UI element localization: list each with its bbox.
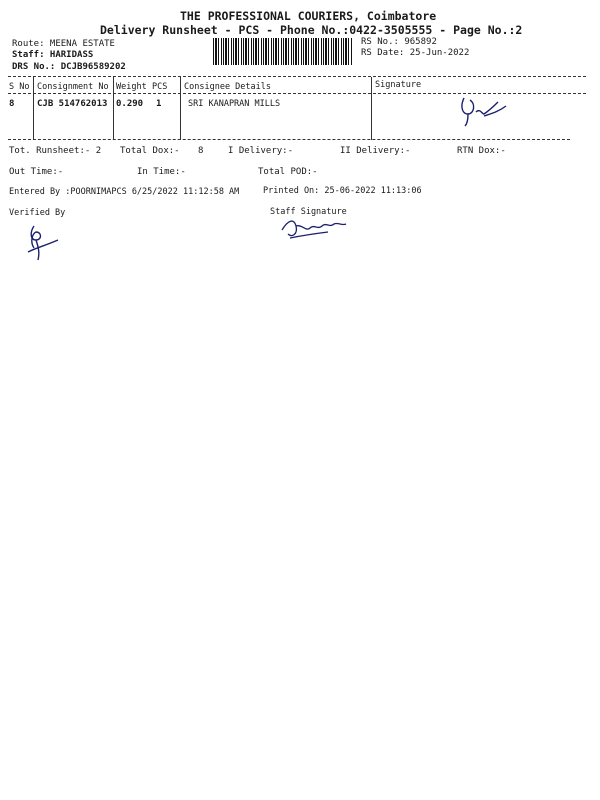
total-dox-label: Total Dox:- <box>120 146 180 156</box>
col-header-sno: S No <box>9 82 30 92</box>
entered-by: Entered By :POORNIMAPCS 6/25/2022 11:12:58 AM <box>9 187 240 197</box>
table-bottom-rule <box>8 139 570 140</box>
staff-signature <box>278 212 353 244</box>
total-pod: Total POD:- <box>258 167 318 177</box>
staff-signature-label: Staff Signature <box>270 207 347 217</box>
runsheet-subtitle: Delivery Runsheet - PCS - Phone No.:0422-3505555 - Page No.:2 <box>100 23 523 37</box>
company-title: THE PROFESSIONAL COURIERS, Coimbatore <box>180 9 437 23</box>
col-header-consignee: Consignee Details <box>184 82 271 92</box>
row-weight: 0.290 <box>116 99 144 109</box>
rs-number: RS No.: 965892 <box>361 37 437 47</box>
i-delivery: I Delivery:- <box>228 146 294 156</box>
out-time: Out Time:- <box>9 167 64 177</box>
row-consignment: CJB 514762013 <box>37 99 108 109</box>
row-sno: 8 <box>9 99 15 109</box>
receiver-signature <box>450 92 515 130</box>
col-header-consignment: Consignment No <box>37 82 109 92</box>
col-header-signature: Signature <box>375 80 422 90</box>
col-divider <box>33 77 34 140</box>
col-header-weight: Weight <box>116 82 147 92</box>
printed-on: Printed On: 25-06-2022 11:13:06 <box>263 186 422 196</box>
row-pcs: 1 <box>156 99 162 109</box>
col-divider <box>113 77 114 140</box>
total-dox-value: 8 <box>198 146 204 156</box>
barcode-image <box>213 38 353 65</box>
ii-delivery: II Delivery:- <box>340 146 411 156</box>
row-consignee: SRI KANAPRAN MILLS <box>188 99 281 109</box>
tot-runsheet: Tot. Runsheet:- 2 <box>9 146 102 156</box>
table-top-rule <box>8 76 586 77</box>
col-divider <box>180 77 181 140</box>
route-label: Route: MEENA ESTATE <box>12 39 115 49</box>
staff-label: Staff: HARIDASS <box>12 50 94 60</box>
rs-date: RS Date: 25-Jun-2022 <box>361 48 470 58</box>
verified-by-label: Verified By <box>9 208 66 218</box>
rtn-dox: RTN Dox:- <box>457 146 506 156</box>
verifier-signature <box>22 222 67 264</box>
col-header-pcs: PCS <box>152 82 168 92</box>
drs-number: DRS No.: DCJB96589202 <box>12 62 126 72</box>
in-time: In Time:- <box>137 167 186 177</box>
col-divider <box>371 77 372 140</box>
